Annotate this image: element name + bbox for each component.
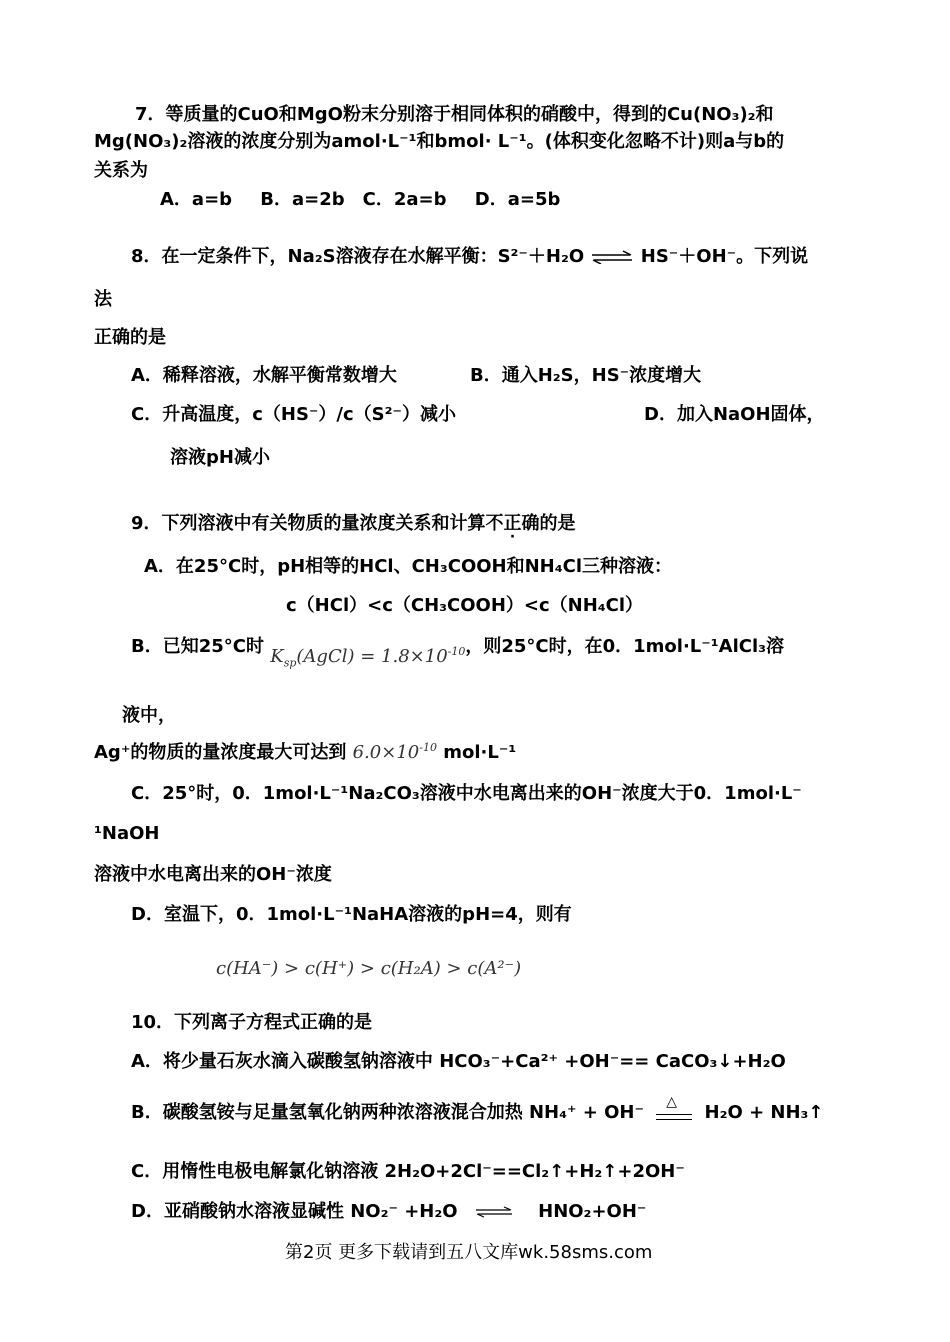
- q8-option-a: A．稀释溶液，水解平衡常数增大: [131, 365, 397, 386]
- q8-stem-right: HS⁻＋OH⁻。下列说: [640, 246, 809, 267]
- ksp-symbol: K: [270, 646, 284, 667]
- q10-option-c: C．用惰性电极电解氯化钠溶液 2H₂O+2Cl⁻==Cl₂↑+H₂↑+2OH⁻: [131, 1161, 685, 1182]
- q7-options: A．a=b B．a=2b C．2a=b D．a=5b: [160, 189, 561, 210]
- q9-option-b-pre: B．已知25°C时: [131, 636, 264, 657]
- q9-option-b-line3-pre: Ag⁺的物质的量浓度最大可达到: [94, 742, 347, 763]
- equilibrium-arrow-icon: [590, 250, 634, 264]
- q10-option-a: A．将少量石灰水滴入碳酸氢钠溶液中 HCO₃⁻+Ca²⁺ +OH⁻== CaCO₃↓+H₂O: [131, 1051, 786, 1072]
- reversible-arrow-icon: [474, 1206, 514, 1218]
- q9-option-b: [131, 635, 785, 670]
- q10-stem: 10．下列离子方程式正确的是: [131, 1012, 373, 1033]
- q10-option-d-pre: D．亚硝酸钠水溶液显碱性 NO₂⁻ +H₂O: [131, 1201, 458, 1222]
- double-line-bottom: [656, 1119, 692, 1120]
- q9-stem-post: 的是: [539, 513, 576, 534]
- ksp-formula: [270, 645, 466, 670]
- q8-option-b: B．通入H₂S，HS⁻浓度增大: [470, 365, 702, 386]
- q9-stem-pre: 9．下列溶液中有关物质的量浓度关系和计算: [131, 513, 486, 534]
- q8-option-d: D．加入NaOH固体，: [644, 404, 825, 425]
- q9-option-d-formula: c(HA⁻) > c(H⁺) > c(H₂A) > c(A²⁻): [216, 958, 522, 979]
- ksp-subscript: sp: [283, 656, 297, 670]
- q10-option-b: [131, 1094, 824, 1128]
- q9-stem-emphasis: 不正确: [485, 513, 540, 534]
- q9-option-b-line3-unit: mol·L⁻¹: [443, 742, 517, 763]
- q8-stem-left: 8．在一定条件下，Na₂S溶液存在水解平衡：S²⁻＋H₂O: [131, 246, 585, 267]
- page-footer: 第2页 更多下载请到五八文库wk.58sms.com: [285, 1242, 653, 1263]
- q10-option-d: [131, 1200, 646, 1224]
- q8-stem-end: 正确的是: [94, 327, 166, 348]
- ksp-exponent: -10: [447, 645, 466, 658]
- q9-option-a: A．在25°C时，pH相等的HCl、CH₃COOH和NH₄Cl三种溶液：: [144, 556, 673, 577]
- ag-concentration-formula: [353, 742, 437, 763]
- ag-concentration-exponent: -10: [419, 741, 437, 754]
- ag-concentration-value: 6.0×10: [352, 742, 420, 763]
- q9-option-c-line3: 溶液中水电离出来的OH⁻浓度: [94, 864, 332, 885]
- q9-option-a-formula: c（HCl）<c（CH₃COOH）<c（NH₄Cl）: [286, 595, 644, 616]
- q9-option-c-cont: ¹NaOH: [94, 823, 160, 844]
- q8-stem-cont: 法: [94, 289, 112, 310]
- q9-option-b-line3: [94, 741, 516, 765]
- heat-triangle-icon: △: [666, 1094, 678, 1110]
- q9-option-c: C．25°时，0．1mol·L⁻¹Na₂CO₃溶液中水电离出来的OH⁻浓度大于0．1mol·L⁻: [131, 783, 802, 804]
- q9-option-b-cont: 液中，: [122, 705, 176, 726]
- q9-option-d: D．室温下，0．1mol·L⁻¹NaHA溶液的pH=4，则有: [131, 904, 572, 925]
- q8-stem: [131, 245, 808, 269]
- double-line-top: [656, 1114, 692, 1115]
- q10-option-d-post: HNO₂+OH⁻: [538, 1201, 647, 1222]
- q10-option-b-pre: B．碳酸氢铵与足量氢氧化钠两种浓溶液混合加热 NH₄⁺ + OH⁻: [131, 1102, 644, 1123]
- q7-stem-line3: 关系为: [94, 160, 148, 181]
- q7-stem-line1: 7．等质量的CuO和MgO粉末分别溶于相同体积的硝酸中，得到的Cu(NO₃)₂和: [135, 104, 774, 125]
- q8-option-d-cont: 溶液pH减小: [170, 447, 270, 468]
- ksp-value: (AgCl) = 1.8×10: [296, 646, 448, 667]
- q10-option-b-post: H₂O + NH₃↑: [704, 1102, 824, 1123]
- q7-stem-line2: Mg(NO₃)₂溶液的浓度分别为amol·L⁻¹和bmol· L⁻¹。(体积变化忽略不计)则a与b的: [94, 131, 785, 152]
- q9-option-b-post: ，则25°C时，在0．1mol·L⁻¹AlCl₃溶: [465, 636, 785, 657]
- q8-option-c: C．升高温度，c（HS⁻）/c（S²⁻）减小: [131, 404, 457, 425]
- heat-condition: [656, 1094, 692, 1128]
- q9-stem: [131, 512, 576, 536]
